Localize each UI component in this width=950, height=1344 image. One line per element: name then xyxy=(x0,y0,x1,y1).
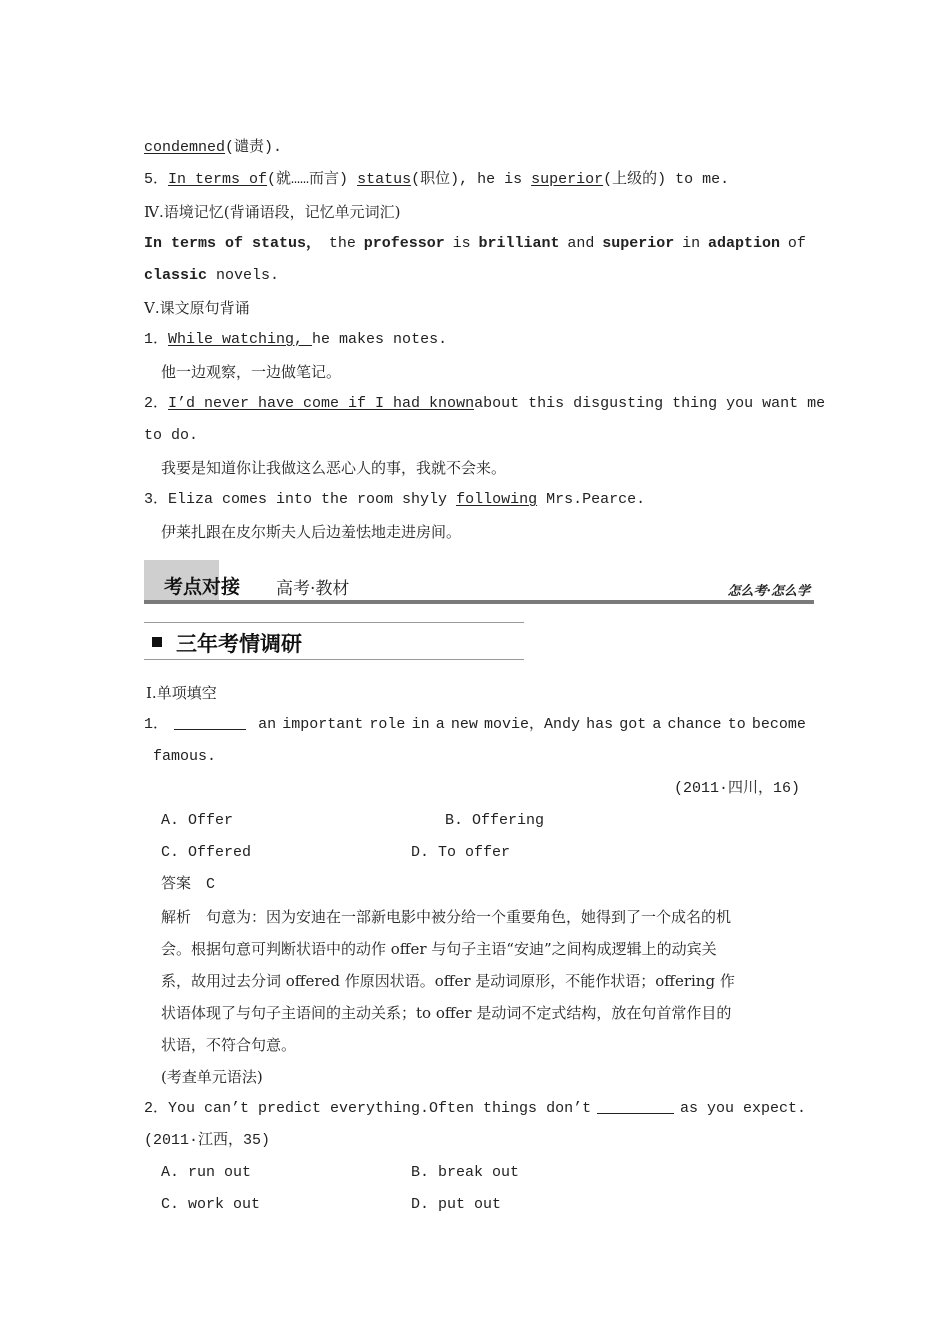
recite-sentence-2-cont: to do. xyxy=(144,427,199,444)
question-word: has xyxy=(586,716,614,733)
sentence-text: about this disgusting thing you want me xyxy=(474,395,826,412)
context-word: professor xyxy=(363,235,445,252)
item-number: 1． xyxy=(144,331,169,348)
context-word: novels. xyxy=(207,267,280,284)
question-word: become xyxy=(751,716,806,733)
section-title: 三年考情调研 xyxy=(176,632,302,656)
explanation-line: 系，故用过去分词 offered 作原因状语。offer 是动词原形，不能作状语；offering 作 xyxy=(161,972,735,990)
vocab-text: (职位), he is xyxy=(411,171,532,188)
explanation-line: 会。根据句意可判断状语中的动作 offer 与句子主语“安迪”之间构成逻辑上的动宾关 xyxy=(161,940,717,958)
section-banner xyxy=(144,560,814,604)
sentence-text: Mrs.Pearce. xyxy=(537,491,646,508)
question-word: movie，Andy xyxy=(483,716,580,733)
recite-sentence-1 xyxy=(144,330,447,350)
context-heading: Ⅳ.语境记忆(背诵语段，记忆单元词汇) xyxy=(144,203,401,221)
vocab-line-condemned xyxy=(144,138,282,158)
context-word: and xyxy=(567,235,595,252)
recite-translation-2: 我要是知道你让我做这么恶心人的事，我就不会来。 xyxy=(161,459,507,477)
context-word: In terms of status， xyxy=(144,235,322,252)
answer: 答案 C xyxy=(161,876,216,893)
question-word: got xyxy=(619,716,647,733)
sentence-text: 3．Eliza comes into the room shyly xyxy=(144,491,457,508)
question-word: role xyxy=(369,716,406,733)
option-a: A. Offer xyxy=(161,812,234,829)
question-text: 2．You can’t predict everything.Often things don’t xyxy=(144,1100,592,1117)
option-d: D. To offer xyxy=(411,844,511,861)
answer-blank xyxy=(597,1099,674,1114)
vocab-line-5 xyxy=(144,170,729,190)
context-word: in xyxy=(682,235,701,252)
option-a: A. run out xyxy=(161,1164,252,1181)
question-word: an xyxy=(258,716,277,733)
question-2-source: (2011·江西，35) xyxy=(144,1132,271,1149)
recite-sentence-2 xyxy=(144,394,826,414)
banner-right-text: 怎么考·怎么学 xyxy=(727,584,810,599)
key-phrase: While watching, xyxy=(168,331,313,348)
context-word: of xyxy=(787,235,806,252)
vocab-gloss: (上级的) to me. xyxy=(603,171,730,188)
question-1-cont: famous. xyxy=(153,748,217,765)
context-word: adaption xyxy=(708,235,781,252)
recite-translation-3: 伊莱扎跟在皮尔斯夫人后边羞怯地走进房间。 xyxy=(161,523,462,541)
question-word: chance xyxy=(667,716,722,733)
vocab-phrase: In terms of xyxy=(168,171,268,188)
question-text: as you expect. xyxy=(679,1100,806,1117)
option-b: B. break out xyxy=(411,1164,520,1181)
question-word: important xyxy=(282,716,364,733)
vocab-word: status xyxy=(357,171,412,188)
option-b: B. Offering xyxy=(445,812,545,829)
question-word: to xyxy=(727,716,746,733)
question-2 xyxy=(144,1099,806,1119)
context-word: is xyxy=(452,235,471,252)
banner-rule xyxy=(144,600,814,604)
option-c: C. work out xyxy=(161,1196,261,1213)
recite-translation-1: 他一边观察，一边做笔记。 xyxy=(161,363,342,381)
vocab-word: superior xyxy=(531,171,604,188)
key-phrase: following xyxy=(456,491,538,508)
context-word: brilliant xyxy=(478,235,560,252)
question-1 xyxy=(144,715,806,735)
explanation-line: 状语体现了与句子主语间的主动关系；to offer 是动词不定式结构，放在句首常作目的 xyxy=(161,1004,732,1022)
recite-heading: Ⅴ.课文原句背诵 xyxy=(144,299,250,317)
option-c: C. Offered xyxy=(161,844,252,861)
recite-sentence-3 xyxy=(144,490,645,510)
section-header xyxy=(144,622,524,660)
key-phrase: I’d never have come if I had known xyxy=(168,395,475,412)
context-word: the xyxy=(328,235,356,252)
item-number: 2． xyxy=(144,395,169,412)
banner-title: 考点对接 xyxy=(164,576,241,598)
option-d: D. put out xyxy=(411,1196,502,1213)
sentence-text: he makes notes. xyxy=(312,331,448,348)
question-1-source: (2011·四川，16) xyxy=(674,780,801,797)
explanation-line: 解析 句意为：因为安迪在一部新电影中被分给一个重要角色，她得到了一个成名的机 xyxy=(161,908,732,926)
item-number: 5． xyxy=(144,171,169,188)
question-word: new xyxy=(450,716,478,733)
context-word: superior xyxy=(602,235,675,252)
item-number: 1． xyxy=(144,716,169,733)
context-word: classic xyxy=(144,267,208,284)
banner-subtitle: 高考·教材 xyxy=(276,579,350,599)
explanation-line: 状语，不符合句意。 xyxy=(161,1036,297,1054)
square-bullet-icon xyxy=(152,637,162,647)
question-word: in xyxy=(411,716,430,733)
note: (考查单元语法) xyxy=(161,1068,263,1086)
context-paragraph-line1 xyxy=(144,234,806,254)
answer-blank xyxy=(174,715,246,730)
question-word: a xyxy=(435,716,445,733)
vocab-gloss: (就……而言) xyxy=(267,171,358,188)
exercise-heading: Ⅰ.单项填空 xyxy=(146,684,217,702)
question-word: a xyxy=(652,716,662,733)
vocab-gloss: (谴责). xyxy=(225,139,283,156)
context-paragraph-line2 xyxy=(144,266,279,286)
vocab-word: condemned xyxy=(144,139,226,156)
